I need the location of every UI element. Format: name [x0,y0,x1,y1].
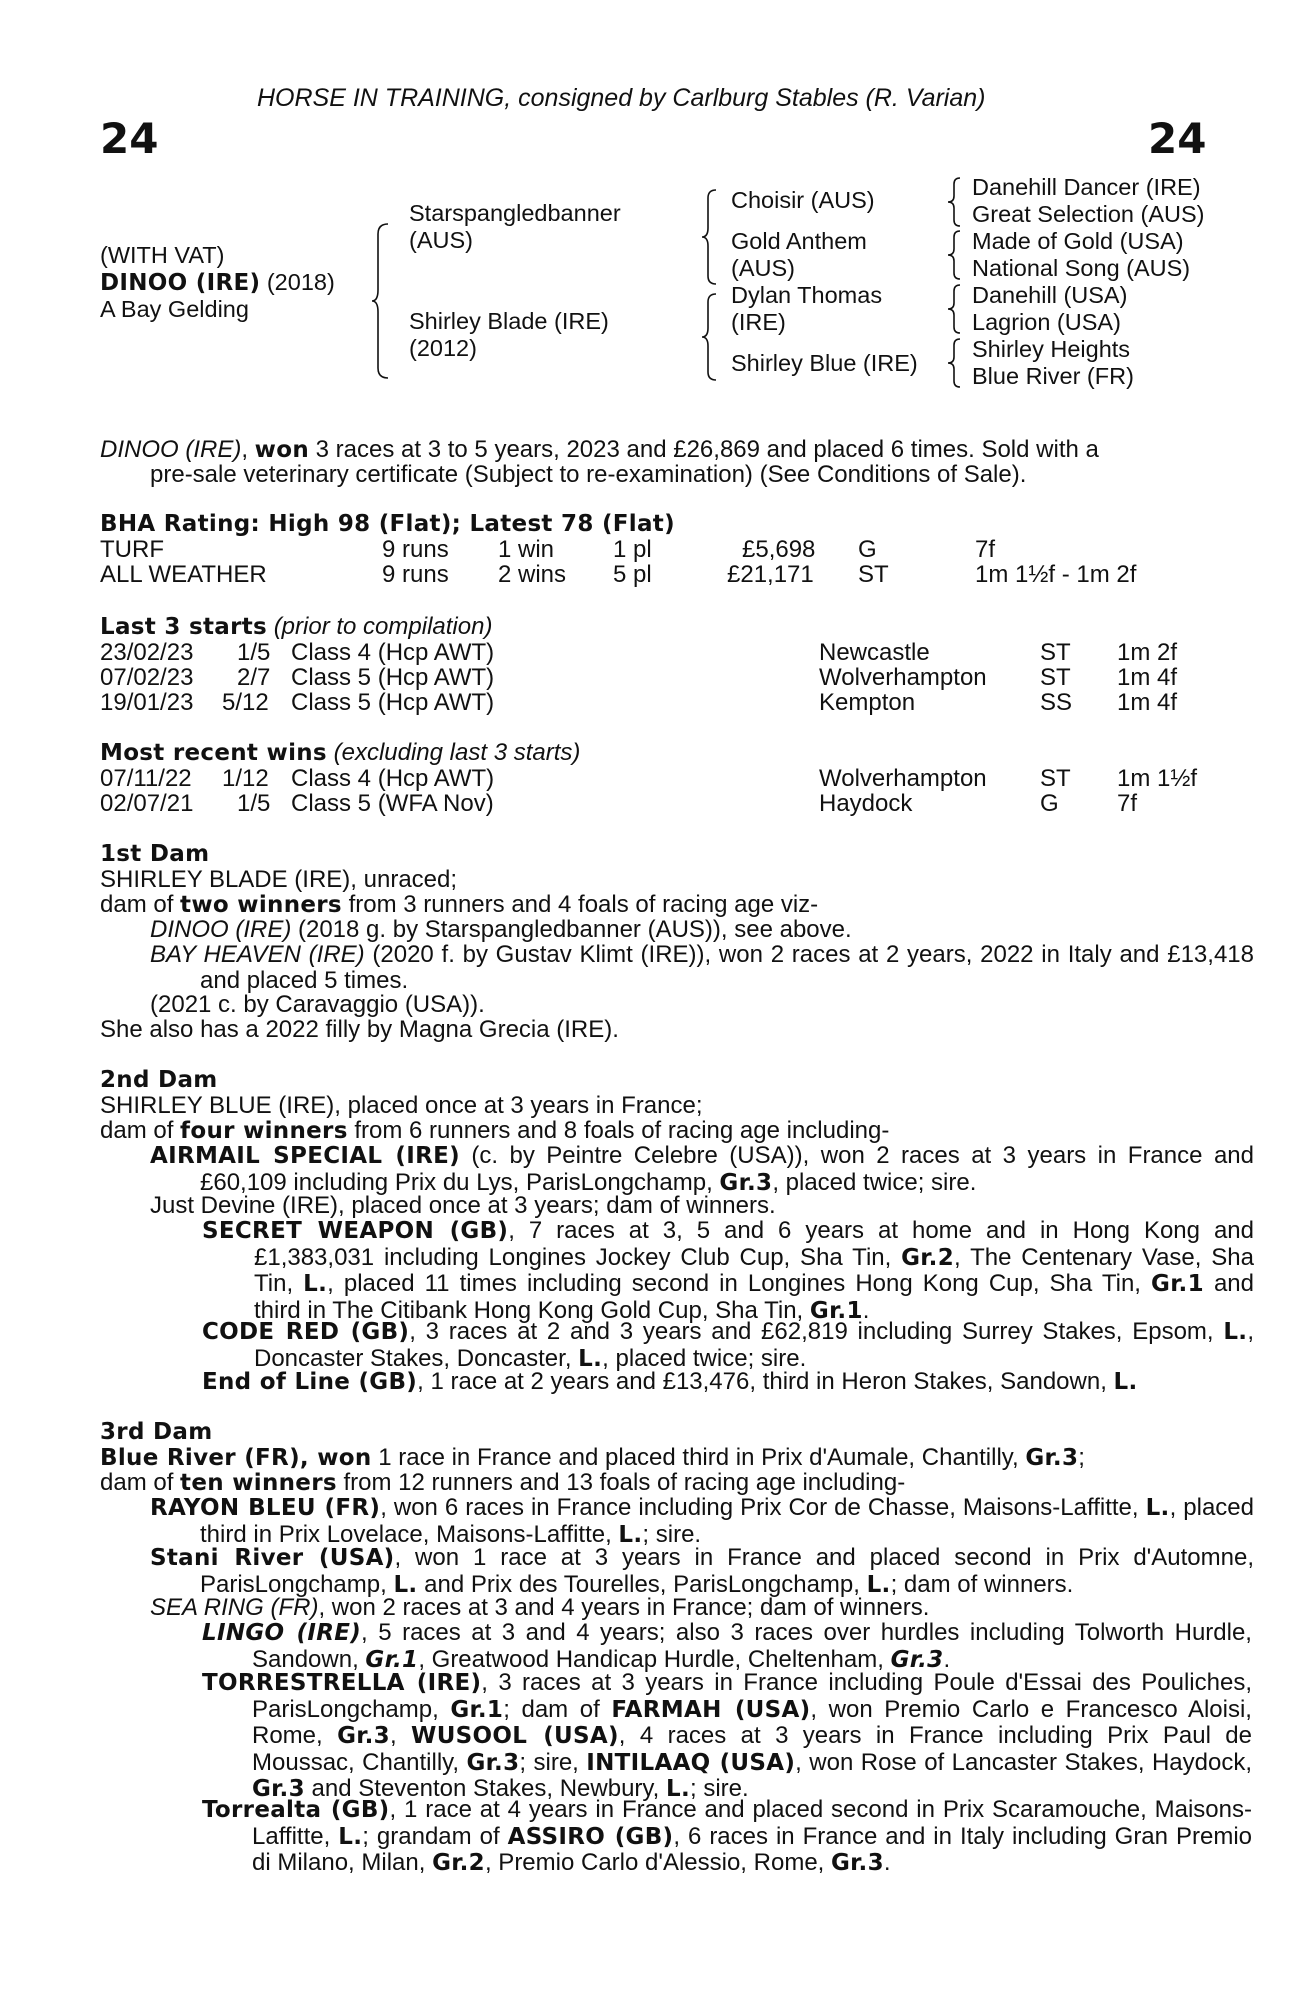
lot-number-right: 24 [1148,114,1207,163]
pedigree-brace-gen1 [370,222,392,380]
second-dam-produce-line: dam of four winners from 6 runners and 8 foals of racing age including- [100,1117,890,1144]
produce-stani-river: Stani River (USA), won 1 race at 3 years in France and placed second in Prix d'Automne, ParisLongchamp, L. and Prix des Tourelles, ParisLongchamp, L.; dam of winners. [150,1544,1254,1598]
produce-code-red: CODE RED (GB), 3 races at 2 and 3 years and £62,819 including Surrey Stakes, Epsom, L., Doncaster Stakes, Doncaster, L., placed twice; sire. [202,1318,1254,1372]
third-dam-heading: 3rd Dam [100,1419,213,1445]
produce-2021-colt: (2021 c. by Caravaggio (USA)). [150,991,485,1018]
pedigree-sire-dam: Gold Anthem (AUS) [731,228,867,281]
produce-rayon-bleu: RAYON BLEU (FR), won 6 races in France including Prix Cor de Chasse, Maisons-Laffitte, L., placed third in Prix Lovelace, Maisons-Laffitte, L.; sire. [150,1494,1254,1548]
produce-torrestrella: TORRESTRELLA (IRE), 3 races at 3 years in France including Poule d'Essai des Pouliches, ParisLongchamp, Gr.1; dam of FARMAH (USA), won Premio Carlo e Francesco Aloisi, Rome, Gr.3, WUSOOL (USA), 4 races at 3 years in France including Prix Paul de Moussac, Chantilly, Gr.3; sire, INTILAAQ (USA), won Rose of Lancaster Stakes, Haydock, Gr.3 and Steventon Stakes, Newbury, L.; sire. [202,1669,1252,1802]
produce-bay-heaven: BAY HEAVEN (IRE) (2020 f. by Gustav Klimt (IRE)), won 2 races at 2 years, 2022 in Italy and £13,418 and placed 5 times. [150,941,1254,994]
recent-wins-heading: Most recent wins (excluding last 3 starts) [100,739,581,766]
first-dam-produce-line: dam of two winners from 3 runners and 4 foals of racing age viz- [100,891,819,918]
pedigree-brace-dylan-thomas [946,283,964,335]
pedigree-sire-sire: Choisir (AUS) [731,187,875,213]
second-dam-heading: 2nd Dam [100,1067,218,1093]
produce-lingo: LINGO (IRE), 5 races at 3 and 4 years; also 3 races over hurdles including Tolworth Hurdle, Sandown, Gr.1, Greatwood Handicap Hurdle, Cheltenham, Gr.3. [202,1619,1252,1673]
pedigree-brace-dam [700,292,720,382]
lot-number-left: 24 [100,114,159,163]
first-dam-line: SHIRLEY BLADE (IRE), unraced; [100,866,458,893]
third-dam-produce-line: dam of ten winners from 12 runners and 13 foals of racing age including- [100,1469,906,1496]
produce-end-of-line: End of Line (GB), 1 race at 2 years and £13,476, third in Heron Stakes, Sandown, L. [202,1368,1138,1395]
second-dam-line: SHIRLEY BLUE (IRE), placed once at 3 years in France; [100,1092,703,1119]
pedigree-brace-shirley-blue [946,337,964,389]
produce-torrealta: Torrealta (GB), 1 race at 4 years in France and placed second in Prix Scaramouche, Maisons-Laffitte, L.; grandam of ASSIRO (GB), 6 races in France and in Italy including Gran Premio di Milano, Milan, Gr.2, Premio Carlo d'Alessio, Rome, Gr.3. [202,1796,1252,1876]
vat-note: (WITH VAT) [100,242,225,268]
summary-line2: pre-sale veterinary certificate (Subject to re-examination) (See Conditions of Sale). [150,461,1027,488]
produce-airmail-special: AIRMAIL SPECIAL (IRE) (c. by Peintre Celebre (USA)), won 2 races at 3 years in France and £60,109 including Prix du Lys, ParisLongchamp, Gr.3, placed twice; sire. [150,1142,1254,1196]
catalogue-header: HORSE IN TRAINING, consigned by Carlburg Stables (R. Varian) [257,84,986,112]
pedigree-brace-choisir [946,176,964,228]
summary-line1: DINOO (IRE), won 3 races at 3 to 5 years, 2023 and £26,869 and placed 6 times. Sold with a [100,436,1099,463]
produce-secret-weapon: SECRET WEAPON (GB), 7 races at 3, 5 and 6 years at home and in Hong Kong and £1,383,031 including Longines Jockey Club Cup, Sha Tin, Gr.2, The Centenary Vase, Sha Tin, L., placed 11 times including second in Longines Hong Kong Cup, Sha Tin, Gr.1 and third in The Citibank Hong Kong Gold Cup, Sha Tin, Gr.1. [202,1217,1254,1324]
horse-year: (2018) [266,269,335,295]
horse-id [100,269,335,297]
produce-dinoo: DINOO (IRE) (2018 g. by Starspangledbanner (AUS)), see above. [150,916,852,943]
produce-sea-ring: SEA RING (FR), won 2 races at 3 and 4 years in France; dam of winners. [150,1594,930,1621]
pedigree-dam-sire: Dylan Thomas (IRE) [731,282,883,335]
pedigree-dam: Shirley Blade (IRE) (2012) [409,308,609,361]
bha-rating-heading: BHA Rating: High 98 (Flat); Latest 78 (Flat) [100,511,675,537]
pedigree-brace-gold-anthem [946,229,964,281]
first-dam-heading: 1st Dam [100,841,210,867]
horse-name: DINOO (IRE) [100,270,261,296]
last-starts-heading: Last 3 starts (prior to compilation) [100,613,493,640]
pedigree-gen4: Danehill Dancer (IRE) Great Selection (AUS) Made of Gold (USA) National Song (AUS) Danehill (USA) Lagrion (USA) Shirley Heights Blue River (FR) [972,174,1205,389]
pedigree-dam-dam: Shirley Blue (IRE) [731,350,918,376]
pedigree-brace-sire [700,188,720,286]
third-dam-line: Blue River (FR), won 1 race in France and placed third in Prix d'Aumale, Chantilly, Gr.3; [100,1444,1085,1471]
pedigree-sire: Starspangledbanner (AUS) [409,200,621,253]
horse-description: A Bay Gelding [100,296,249,322]
first-dam-foal-note: She also has a 2022 filly by Magna Grecia (IRE). [100,1016,619,1043]
produce-just-devine: Just Devine (IRE), placed once at 3 years; dam of winners. [150,1192,776,1219]
